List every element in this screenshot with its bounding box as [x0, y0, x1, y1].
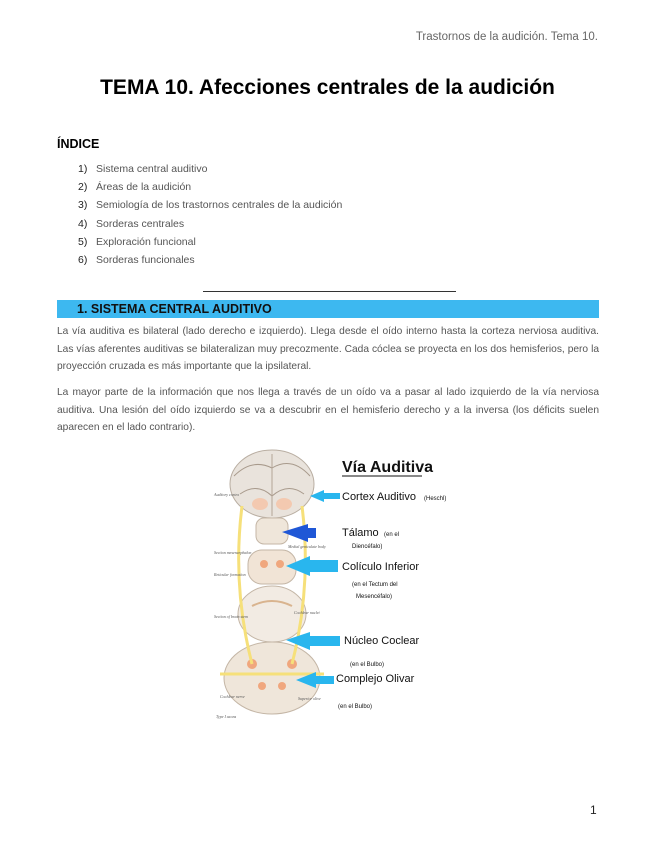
- figure-sublabel: Mesencéfalo): [356, 594, 393, 600]
- index-item-number: 3): [78, 199, 88, 212]
- arrow-icon: [310, 490, 340, 502]
- body-paragraph: La vía auditiva es bilateral (lado derecho e izquierdo). Llega desde el oído interno hasta la corteza nerviosa auditiva. Las vías aferentes auditivas se bilateralizan muy precozmente. Cada cóclea se proyecta en los dos hemisferios, pero la proyección cruzada es más importante que la ipsilateral.: [57, 326, 599, 372]
- index-item-label: Sorderas funcionales: [96, 254, 195, 267]
- index-item-label: Sistema central auditivo: [96, 163, 208, 175]
- small-label: Type I axons: [216, 714, 237, 719]
- figure-sublabel: (en el: [384, 532, 400, 538]
- body-paragraph: La mayor parte de la información que nos llega a través de un oído va a pasar al lado izquierdo de la vía nerviosa auditiva. Una lesión del oído izquierdo se va a descubrir en el hemisferio derecho y a la inversa (los déficits suelen aparecen en el lado contrario).: [57, 387, 599, 433]
- small-label: Superior olive: [298, 696, 321, 701]
- index-item-number: 6): [78, 254, 88, 267]
- index-item-number: 2): [78, 181, 88, 194]
- index-item-number: 1): [78, 163, 88, 175]
- small-label: Cochlear nerve: [220, 694, 245, 699]
- index-heading: ÍNDICE: [57, 137, 100, 151]
- index-item-label: Semiología de los trastornos centrales de la audición: [96, 199, 343, 212]
- running-header: Trastornos de la audición. Tema 10.: [415, 31, 598, 43]
- figure-label: Núcleo Coclear: [344, 635, 420, 647]
- index-list: [78, 160, 342, 269]
- index-item-number: 5): [78, 235, 88, 248]
- figure-label: Colículo Inferior: [342, 561, 420, 573]
- figure-label: Cortex Auditivo: [342, 491, 416, 503]
- index-item: [78, 215, 342, 233]
- page-number: 1: [590, 803, 597, 817]
- small-label: Medial geniculate body: [288, 544, 326, 549]
- index-item-number: 4): [78, 217, 88, 230]
- page-title: TEMA 10. Afecciones centrales de la audición: [100, 76, 555, 99]
- index-item: [78, 233, 342, 251]
- index-item: [78, 251, 342, 269]
- index-item: [78, 178, 342, 196]
- index-item-label: Áreas de la audición: [96, 181, 192, 194]
- figure-sublabel: (en el Bulbo): [350, 662, 385, 668]
- section-heading: 1. SISTEMA CENTRAL AUDITIVO: [57, 300, 599, 318]
- figure-sublabel: Diencéfalo): [352, 544, 383, 550]
- section-divider: [203, 291, 456, 292]
- small-label: Auditory cortex: [214, 492, 239, 497]
- index-item-label: Exploración funcional: [96, 235, 196, 248]
- figure-sublabel: (Heschl): [424, 496, 447, 502]
- index-item: [78, 160, 342, 178]
- small-label: Reticular formation: [214, 572, 246, 577]
- small-label: Section mesencephalon: [214, 550, 252, 555]
- index-item: [78, 196, 342, 214]
- small-label: Section of brain stem: [214, 614, 248, 619]
- auditory-pathway-figure: [212, 446, 462, 728]
- figure-label: Tálamo: [342, 527, 379, 539]
- small-label: Cochlear nuclei: [294, 610, 320, 615]
- figure-sublabel: (en el Bulbo): [338, 704, 373, 710]
- brain-illustration: [220, 450, 324, 714]
- figure-label: Complejo Olivar: [336, 673, 415, 685]
- index-item-label: Sorderas centrales: [96, 217, 185, 230]
- figure-title: Vía Auditiva: [342, 459, 433, 476]
- figure-sublabel: (en el Tectum del: [352, 582, 398, 588]
